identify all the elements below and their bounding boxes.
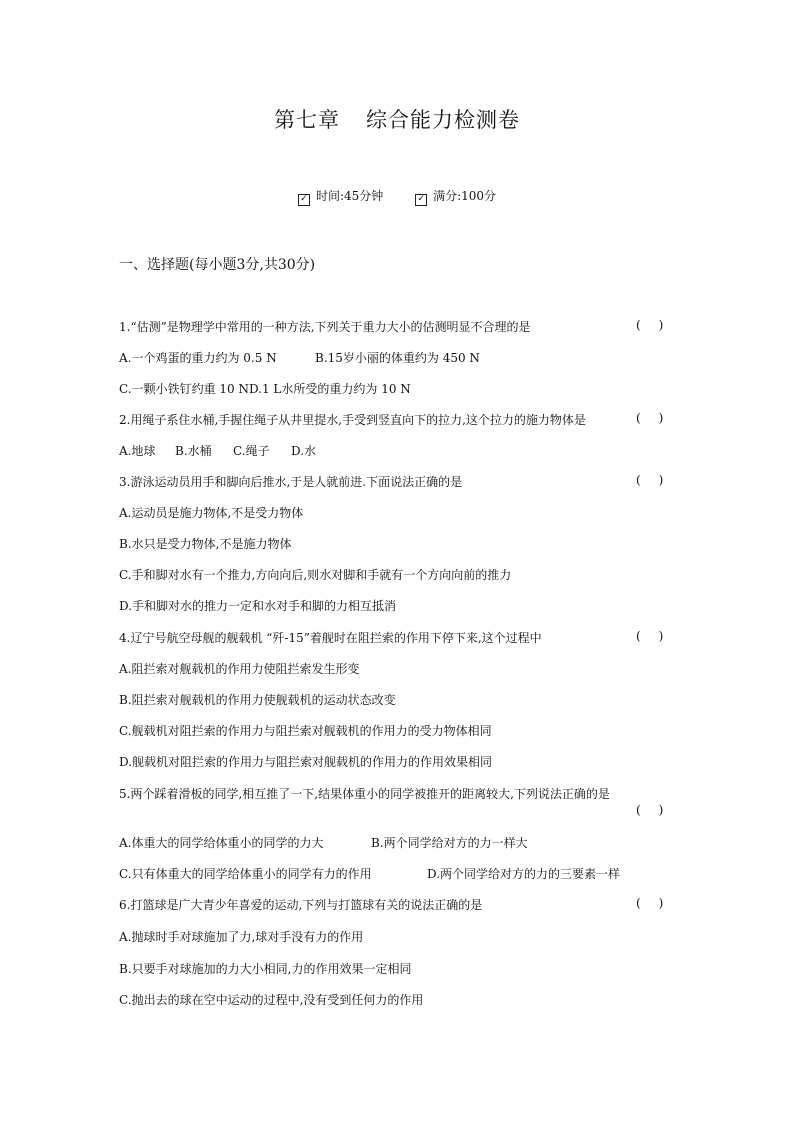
question-2-stem: 2.用绳子系住水桶,手握住绳子从井里提水,手受到竖直向下的拉力,这个拉力的施力物体是 <box>119 413 586 427</box>
q1-option-d: D.1 L水所受的重力约为 10 N <box>248 382 411 396</box>
score-info <box>415 187 496 205</box>
question-1-stem: 1.“估测”是物理学中常用的一种方法,下列关于重力大小的估测明显不合理的是 <box>119 320 531 334</box>
q6-option-a: A.抛球时手对球施加了力,球对手没有力的作用 <box>119 930 364 944</box>
q2-option-c: C.绳子 <box>233 444 270 458</box>
question-3-stem: 3.游泳运动员用手和脚向后推水,于是人就前进.下面说法正确的是 <box>119 475 463 489</box>
q4-option-b: B.阻拦索对舰载机的作用力使舰载机的运动状态改变 <box>119 693 396 707</box>
q3-option-c: C.手和脚对水有一个推力,方向向后,则水对脚和手就有一个方向向前的推力 <box>119 568 512 582</box>
answer-blank-2: () <box>636 411 682 425</box>
time-limit: 时间:45分钟 <box>315 189 384 203</box>
answer-blank-1: () <box>636 318 682 332</box>
q3-option-d: D.手和脚对水的推力一定和水对手和脚的力相互抵消 <box>119 599 397 613</box>
time-info <box>298 187 383 205</box>
exam-meta <box>0 187 794 205</box>
question-5-stem: 5.两个踩着滑板的同学,相互推了一下,结果体重小的同学被推开的距离较大,下列说法正确的是 <box>119 787 610 801</box>
exam-title: 综合能力检测卷 <box>366 108 520 132</box>
q3-option-a: A.运动员是施力物体,不是受力物体 <box>119 506 304 520</box>
q2-option-d: D.水 <box>291 444 317 458</box>
q1-options-cd <box>119 380 411 397</box>
question-4-stem: 4.辽宁号航空母舰的舰载机 “歼-15”着舰时在阻拦索的作用下停下来,这个过程中 <box>119 631 542 645</box>
q6-option-c: C.抛出去的球在空中运动的过程中,没有受到任何力的作用 <box>119 993 424 1007</box>
q1-options-ab <box>119 349 480 366</box>
q1-option-c: C.一颗小铁钉约重 10 N <box>119 382 249 396</box>
q4-option-c: C.舰载机对阻拦索的作用力与阻拦索对舰载机的作用力的受力物体相同 <box>119 724 492 738</box>
q4-option-a: A.阻拦索对舰载机的作用力使阻拦索发生形变 <box>119 662 360 676</box>
q6-option-b: B.只要手对球施加的力大小相同,力的作用效果一定相同 <box>119 962 412 976</box>
answer-blank-3: () <box>636 473 682 487</box>
full-score: 满分:100分 <box>433 189 497 203</box>
q1-option-a: A.一个鸡蛋的重力约为 0.5 N <box>119 351 277 365</box>
q5-option-c: C.只有体重大的同学给体重小的同学有力的作用 <box>119 867 372 881</box>
question-6-stem: 6.打篮球是广大青少年喜爱的运动,下列与打篮球有关的说法正确的是 <box>119 898 483 912</box>
answer-blank-4: () <box>636 629 682 643</box>
q4-option-d: D.舰载机对阻拦索的作用力与阻拦索对舰载机的作用力的作用效果相同 <box>119 755 493 769</box>
chapter-label: 第七章 <box>274 108 340 132</box>
q5-option-b: B.两个同学给对方的力一样大 <box>371 836 528 850</box>
q3-option-b: B.水只是受力物体,不是施力物体 <box>119 537 292 551</box>
q5-options-ab <box>119 834 528 851</box>
answer-blank-5: () <box>636 803 682 817</box>
q2-options <box>119 442 316 459</box>
q5-option-a: A.体重大的同学给体重小的同学的力大 <box>119 836 324 850</box>
q5-option-d: D.两个同学给对方的力的三要素一样 <box>427 867 621 881</box>
checkbox-icon: ✓ <box>415 194 427 206</box>
q2-option-a: A.地球 <box>119 444 156 458</box>
page-title <box>0 104 794 134</box>
checkbox-icon: ✓ <box>298 194 310 206</box>
q5-options-cd <box>119 865 620 882</box>
q2-option-b: B.水桶 <box>175 444 212 458</box>
q1-option-b: B.15岁小丽的体重约为 450 N <box>315 351 480 365</box>
answer-blank-6: () <box>636 896 682 910</box>
section-heading: 一、选择题(每小题3分,共30分) <box>119 257 316 273</box>
